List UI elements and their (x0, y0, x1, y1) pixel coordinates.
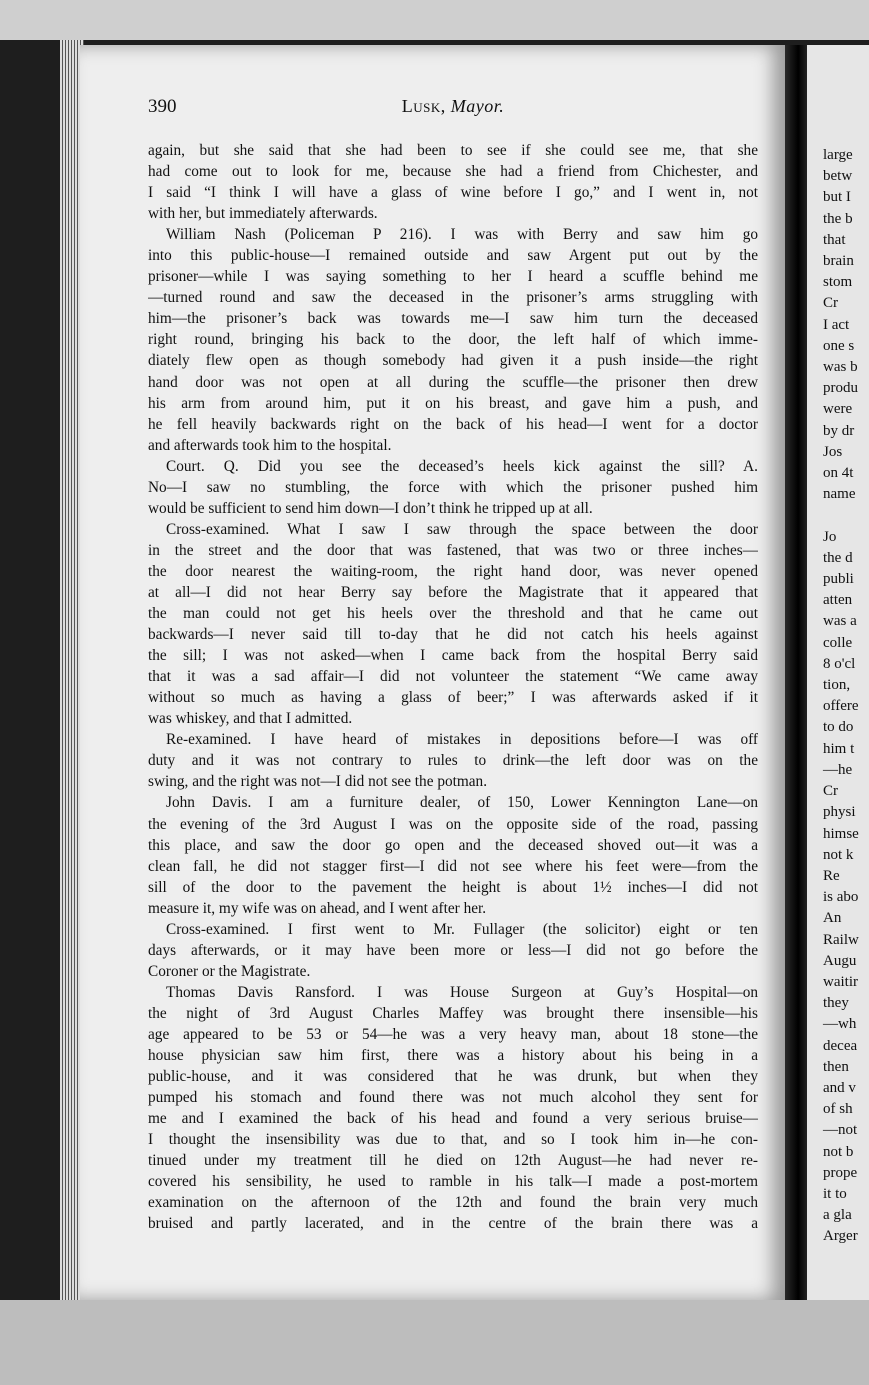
text-line: prisoner—while I was saying something to her I heard a scuffle behind me (148, 268, 758, 286)
text-line: covered his sensibility, he used to ramble in his talk—I made a post-mortem (148, 1173, 758, 1191)
scan-top-margin (0, 0, 869, 40)
text-line: again, but she said that she had been to see if she could see me, that she (148, 142, 758, 159)
facing-page-fragments (807, 45, 869, 1248)
text-line: this place, and saw the door go open and the deceased shoved out—it was a (148, 836, 758, 854)
facing-page-line: waitir (823, 973, 858, 990)
facing-page-line: —not (823, 1122, 858, 1139)
facing-page-line: produ (823, 380, 858, 397)
facing-page-line: but I (823, 189, 851, 206)
text-line: him—the prisoner’s back was towards me—I saw him turn the deceased (148, 310, 758, 328)
facing-page-line: brain (823, 253, 854, 270)
facing-page-line (823, 505, 869, 526)
text-line: pumped his stomach and found there was not much alcohol they sent for (148, 1089, 758, 1107)
text-line: William Nash (Policeman P 216). I was with Berry and saw him go (166, 226, 758, 244)
text-line: I said “I think I will have a glass of wine before I go,” and I went in, not (148, 184, 758, 202)
facing-page-line: betw (823, 168, 853, 185)
facing-page-line: Arger (823, 1228, 858, 1245)
text-line: tinued under my treatment till he died on 12th August—he had never re- (148, 1152, 758, 1170)
body-text (148, 140, 758, 1234)
text-line: hand door was not open at all during the scuffle—the prisoner then drew (148, 373, 758, 391)
text-line: examination on the afternoon of the 12th and found the brain very much (148, 1194, 758, 1212)
facing-page-line: then (823, 1058, 849, 1075)
facing-page-line: the d (823, 549, 853, 566)
facing-page-line: to do (823, 719, 854, 736)
text-line: duty and it was not contrary to rules to drink—the left door was on the (148, 752, 758, 770)
facing-page-line: Jos (823, 443, 843, 460)
facing-page-line: —wh (823, 1016, 857, 1033)
book-gutter (785, 45, 807, 1300)
facing-page-line: An (823, 910, 842, 927)
facing-page-line: and v (823, 1079, 856, 1096)
running-head-name: Lusk, (401, 96, 446, 116)
facing-page-line: offere (823, 698, 859, 715)
text-line: without so much as having a glass of beer;” I was afterwards asked if it (148, 689, 758, 707)
facing-page-line: was b (823, 359, 858, 376)
text-line: the night of 3rd August Charles Maffey was brought there insensible—his (148, 1004, 758, 1022)
facing-page-line: of sh (823, 1101, 853, 1118)
text-line: the sill; I was not asked—when I came back from the hospital Berry said (148, 647, 758, 665)
facing-page-line: name (823, 486, 856, 503)
facing-page-line: by dr (823, 422, 855, 439)
text-line: swing, and the right was not—I did not see the potman. (148, 773, 488, 791)
text-line: the door nearest the waiting-room, the right hand door, was never opened (148, 562, 758, 580)
text-line: had come out to look for me, because she had a friend from Chichester, and (148, 163, 758, 181)
facing-page-line: 8 o'cl (823, 655, 856, 672)
text-line: the evening of the 3rd August I was on the opposite side of the road, passing (148, 815, 758, 833)
facing-page-line: Augu (823, 952, 857, 969)
text-line: days afterwards, or it may have been more or less—I did not go before the (148, 941, 758, 959)
text-line: measure it, my wife was on ahead, and I went after her. (148, 899, 487, 917)
facing-page-line: Jo (823, 528, 837, 545)
text-line: house physician saw him first, there was a history about his being in a (148, 1047, 758, 1065)
text-line: —turned round and saw the deceased in the prisoner’s arms struggling with (148, 289, 758, 307)
facing-page-line: himse (823, 825, 859, 842)
facing-page-line: Cr (823, 783, 838, 800)
text-line: with her, but immediately afterwards. (148, 205, 378, 223)
facing-page-line: Railw (823, 931, 859, 948)
facing-page-line: is abo (823, 889, 859, 906)
running-head-title: Mayor. (450, 96, 505, 116)
facing-page-line: Re (823, 867, 840, 884)
facing-page-line: was a (823, 613, 857, 630)
facing-page-line: one s (823, 337, 855, 354)
text-line: Cross-examined. What I saw I saw through the space between the door (166, 520, 758, 538)
facing-page-line: that (823, 231, 846, 248)
text-line: right round, bringing his back to the door, the left half of which imme- (148, 331, 758, 349)
text-line: No—I saw no stumbling, the force with which the prisoner pushed him (148, 478, 758, 496)
facing-page-line: it to (823, 1185, 847, 1202)
text-line: in the street and the door that was fastened, that was two or three inches— (148, 541, 758, 559)
text-line: his arm from around him, put it on his breast, and gave him a push, and (148, 394, 758, 412)
text-line: that it was a sad affair—I did not volunteer the statement “We came away (148, 668, 758, 686)
facing-page-line: tion, (823, 677, 851, 694)
facing-page-line: they (823, 995, 849, 1012)
facing-page-line: stom (823, 274, 853, 291)
facing-page (807, 45, 869, 1300)
text-line: sill of the door to the pavement the height is about 1½ inches—I did not (148, 878, 758, 896)
text-line: age appeared to be 53 or 54—he was a very heavy man, about 18 stone—the (148, 1025, 758, 1043)
text-line: Coroner or the Magistrate. (148, 962, 311, 980)
facing-page-line: —he (823, 761, 853, 778)
facing-page-line: atten (823, 592, 853, 609)
scan-bottom-margin (0, 1300, 869, 1385)
text-line: at all—I did not hear Berry say before the Magistrate that it appeared that (148, 583, 758, 601)
text-line: backwards—I never said till to-day that he did not catch his heels against (148, 626, 758, 644)
facing-page-line: prope (823, 1164, 858, 1181)
text-line: me and I examined the back of his head and found a very serious bruise— (148, 1110, 758, 1128)
text-line: John Davis. I am a furniture dealer, of 150, Lower Kennington Lane—on (166, 794, 758, 812)
facing-page-line: physi (823, 804, 856, 821)
facing-page-line: him t (823, 740, 855, 757)
facing-page-line: on 4t (823, 465, 854, 482)
text-line: would be sufficient to send him down—I don’t think he tripped up at all. (148, 499, 593, 517)
text-line: I thought the insensibility was due to that, and so I took him in—he con- (148, 1131, 758, 1149)
text-line: Thomas Davis Ransford. I was House Surgeon at Guy’s Hospital—on (166, 983, 758, 1001)
facing-page-line: large (823, 147, 853, 163)
text-line: into this public-house—I remained outside and saw Argent put out by the (148, 247, 758, 265)
text-line: bruised and partly lacerated, and in the centre of the brain there was a (148, 1215, 758, 1233)
text-line: Court. Q. Did you see the deceased’s heels kick against the sill? A. (166, 457, 758, 475)
facing-page-line: Cr (823, 295, 838, 312)
text-line: clean fall, he did not stagger first—I did not see where his feet were—from the (148, 857, 758, 875)
text-line: he fell heavily backwards right on the back of his head—I went for a doctor (148, 415, 758, 433)
facing-page-line: decea (823, 1037, 858, 1054)
facing-page-line: publi (823, 571, 854, 588)
text-line: Re-examined. I have heard of mistakes in depositions before—I was off (166, 731, 758, 749)
facing-page-line: not b (823, 1143, 854, 1160)
facing-page-line: were (823, 401, 853, 418)
text-line: and afterwards took him to the hospital. (148, 436, 392, 454)
facing-page-line: colle (823, 634, 853, 651)
facing-page-line: a gla (823, 1207, 852, 1224)
text-line: diately flew open as though somebody had given it a push inside—the right (148, 352, 758, 370)
text-line: was whiskey, and that I admitted. (148, 710, 353, 728)
running-head (148, 96, 758, 117)
text-line: Cross-examined. I first went to Mr. Fullager (the solicitor) eight or ten (166, 920, 758, 938)
facing-page-line: the b (823, 210, 853, 227)
page-number: 390 (148, 96, 177, 117)
facing-page-line: not k (823, 846, 854, 863)
page-header (148, 96, 758, 122)
facing-page-line: I act (823, 316, 850, 333)
text-line: the man could not get his heels over the threshold and that he came out (148, 605, 758, 623)
text-line: public-house, and it was considered that he was drunk, but when they (148, 1068, 758, 1086)
